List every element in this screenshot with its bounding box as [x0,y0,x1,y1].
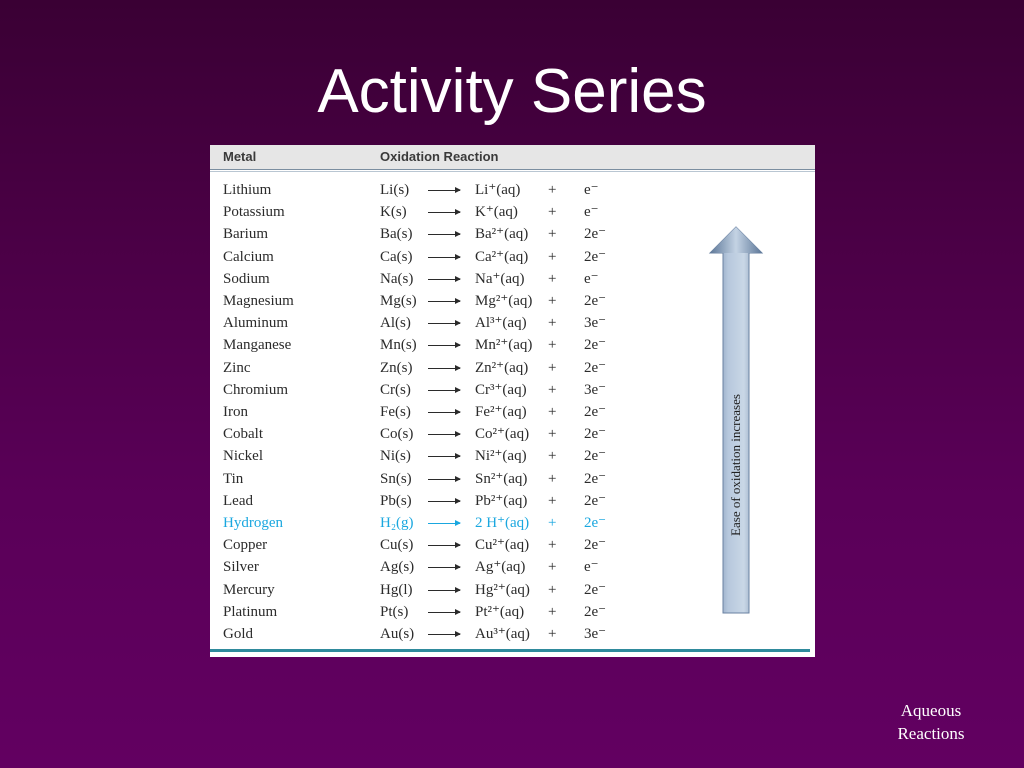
reaction-arrow-icon [428,567,460,568]
reactant: Mn(s) [380,337,417,354]
metal-name: Potassium [223,204,285,221]
up-arrow-icon [707,225,765,617]
reaction-arrow-icon [428,190,460,191]
product: Mn²⁺(aq) [475,337,533,354]
reaction-arrow-icon [428,545,460,546]
footer-label [876,699,986,745]
product: Ni²⁺(aq) [475,448,527,465]
reactant: H₂(g) [380,515,414,531]
metal-name: Sodium [223,270,270,287]
activity-series-table [210,145,815,657]
reactant: K(s) [380,204,407,221]
product: Ag⁺(aq) [475,559,526,576]
plus-sign: + [548,315,557,332]
metal-name: Platinum [223,603,278,620]
product: Co²⁺(aq) [475,426,530,443]
product: Cr³⁺(aq) [475,381,527,398]
metal-name: Cobalt [223,426,263,443]
reaction-arrow-icon [428,456,460,457]
plus-sign: + [548,492,557,509]
plus-sign: + [548,426,557,443]
electrons: 3e⁻ [584,626,607,642]
reaction-arrow-icon [428,345,460,346]
reaction-arrow-icon [428,390,460,391]
plus-sign: + [548,581,557,598]
reactant: Sn(s) [380,470,412,487]
table-row [210,201,815,223]
reactant: Al(s) [380,315,411,332]
header-metal: Metal [223,149,257,164]
reaction-arrow-icon [428,323,460,324]
table-row [210,179,815,201]
electrons: 2e⁻ [584,448,607,465]
plus-sign: + [548,270,557,287]
plus-sign: + [548,293,557,309]
metal-name: Manganese [223,337,292,354]
reaction-arrow-icon [428,368,460,369]
electrons: 3e⁻ [584,315,607,332]
reactant: Hg(l) [380,581,413,598]
reactant: Co(s) [380,426,414,443]
reactant: Pt(s) [380,603,409,620]
electrons: 2e⁻ [584,359,607,376]
reaction-arrow-icon [428,523,460,524]
electrons: 2e⁻ [584,426,607,443]
reaction-arrow-icon [428,412,460,413]
plus-sign: + [548,515,557,531]
oxidation-ease-arrow [707,225,765,617]
plus-sign: + [548,404,557,420]
product: 2 H⁺(aq) [475,515,530,531]
table-header [210,145,815,169]
reactant: Cu(s) [380,537,414,554]
plus-sign: + [548,248,557,265]
electrons: 2e⁻ [584,226,607,243]
electrons: 2e⁻ [584,337,607,354]
electrons: 2e⁻ [584,537,607,554]
reactant: Au(s) [380,626,415,642]
metal-name: Iron [223,404,248,420]
product: Al³⁺(aq) [475,315,527,332]
table-bottom-rule [210,649,810,652]
header-divider-light [210,171,815,172]
product: Cu²⁺(aq) [475,537,530,554]
reactant: Mg(s) [380,293,417,309]
plus-sign: + [548,626,557,642]
electrons: 2e⁻ [584,404,607,420]
product: Na⁺(aq) [475,270,525,287]
plus-sign: + [548,337,557,354]
metal-name: Copper [223,537,268,554]
reaction-arrow-icon [428,501,460,502]
electrons: 2e⁻ [584,248,607,265]
table-row [210,623,815,645]
footer-line-2: Reactions [897,724,965,743]
plus-sign: + [548,226,557,243]
footer-line-1: Aqueous [900,701,962,720]
metal-name: Lead [223,492,253,509]
reactant: Ag(s) [380,559,415,576]
product: Zn²⁺(aq) [475,359,529,376]
reactant: Fe(s) [380,404,411,420]
product: Li⁺(aq) [475,182,521,198]
reactant: Ca(s) [380,248,413,265]
product: K⁺(aq) [475,204,518,221]
reactant: Ni(s) [380,448,411,465]
product: Hg²⁺(aq) [475,581,530,598]
reaction-arrow-icon [428,634,460,635]
product: Ca²⁺(aq) [475,248,529,265]
metal-name: Calcium [223,248,274,265]
product: Sn²⁺(aq) [475,470,528,487]
product: Ba²⁺(aq) [475,226,529,243]
product: Mg²⁺(aq) [475,293,533,309]
reactant: Li(s) [380,182,410,198]
reactant: Zn(s) [380,359,413,376]
metal-name: Barium [223,226,268,243]
plus-sign: + [548,603,557,620]
electrons: e⁻ [584,204,599,221]
electrons: e⁻ [584,270,599,287]
electrons: 3e⁻ [584,381,607,398]
reaction-arrow-icon [428,590,460,591]
reaction-arrow-icon [428,301,460,302]
metal-name: Tin [223,470,244,487]
electrons: 2e⁻ [584,603,607,620]
product: Pb²⁺(aq) [475,492,528,509]
reaction-arrow-icon [428,234,460,235]
metal-name: Magnesium [223,293,294,309]
electrons: e⁻ [584,182,599,198]
reaction-arrow-icon [428,279,460,280]
plus-sign: + [548,204,557,221]
reaction-arrow-icon [428,612,460,613]
plus-sign: + [548,381,557,398]
header-divider [210,169,815,170]
reactant: Cr(s) [380,381,411,398]
metal-name: Hydrogen [223,515,283,531]
metal-name: Chromium [223,381,289,398]
metal-name: Lithium [223,182,272,198]
metal-name: Aluminum [223,315,289,332]
plus-sign: + [548,470,557,487]
electrons: 2e⁻ [584,515,607,531]
plus-sign: + [548,359,557,376]
plus-sign: + [548,559,557,576]
plus-sign: + [548,448,557,465]
reactant: Ba(s) [380,226,413,243]
header-oxidation-reaction: Oxidation Reaction [380,149,499,164]
metal-name: Nickel [223,448,263,465]
plus-sign: + [548,537,557,554]
metal-name: Mercury [223,581,275,598]
reaction-arrow-icon [428,257,460,258]
reaction-arrow-icon [428,479,460,480]
electrons: 2e⁻ [584,581,607,598]
reaction-arrow-icon [428,212,460,213]
reaction-arrow-icon [428,434,460,435]
electrons: 2e⁻ [584,293,607,309]
reactant: Pb(s) [380,492,412,509]
electrons: 2e⁻ [584,470,607,487]
product: Pt²⁺(aq) [475,603,525,620]
slide-title: Activity Series [317,57,707,126]
electrons: e⁻ [584,559,599,576]
metal-name: Silver [223,559,259,576]
product: Fe²⁺(aq) [475,404,527,420]
metal-name: Gold [223,626,253,642]
electrons: 2e⁻ [584,492,607,509]
metal-name: Zinc [223,359,251,376]
reactant: Na(s) [380,270,414,287]
plus-sign: + [548,182,557,198]
product: Au³⁺(aq) [475,626,530,642]
arrow-label: Ease of oxidation increases [728,394,743,536]
